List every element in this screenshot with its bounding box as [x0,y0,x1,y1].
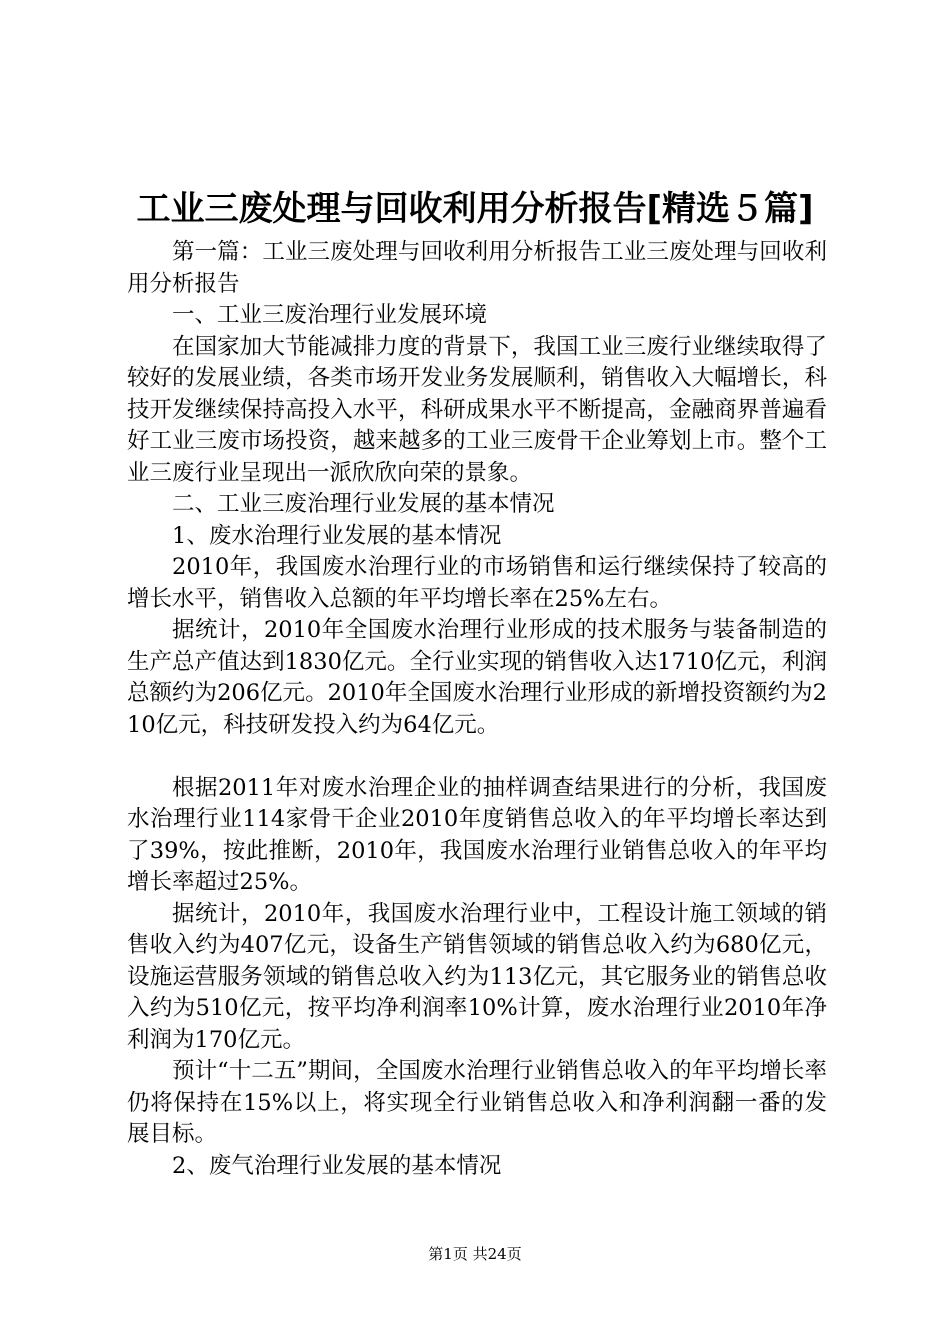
page-number-footer: 第1页 共24页 [428,1245,522,1263]
paragraph: 据统计，2010年，我国废水治理行业中，工程设计施工领域的销售收入约为407亿元，设备生产销售领域的销售总收入约为680亿元，设施运营服务领域的销售总收入约为113亿元，其它服务业的销售总收入约为510亿元，按平均净利润率10%计算，废水治理行业2010年净利润为170亿元。 [127,900,827,1053]
blank-line [127,741,827,773]
subsection-heading-2: 2、废气治理行业发展的基本情况 [172,1152,502,1179]
paragraph: 据统计，2010年全国废水治理行业形成的技术服务与装备制造的生产总产值达到1830亿元。全行业实现的销售收入达1710亿元，利润总额约为206亿元。2010年全国废水治理行业形成的新增投资额约为210亿元，科技研发投入约为64亿元。 [127,617,827,738]
paragraph: 2010年，我国废水治理行业的市场销售和运行继续保持了较高的增长水平，销售收入总额的年平均增长率在25%左右。 [127,554,827,612]
paragraph: 根据2011年对废水治理企业的抽样调查结果进行的分析，我国废水治理行业114家骨干企业2010年度销售总收入的年平均增长率达到了39%，按此推断，2010年，我国废水治理行业销售总收入的年平均增长率超过25%。 [127,774,827,895]
paragraph-chapter-heading: 第一篇：工业三废处理与回收利用分析报告工业三废处理与回收利用分析报告 [127,239,827,297]
paragraph: 在国家加大节能减排力度的背景下，我国工业三废行业继续取得了较好的发展业绩，各类市场开发业务发展顺利，销售收入大幅增长，科技开发继续保持高投入水平，科研成果水平不断提高，金融商界普遍看好工业三废市场投资，越来越多的工业三废骨干企业筹划上市。整个工业三废行业呈现出一派欣欣向荣的景象。 [127,333,827,486]
subsection-heading-1: 1、废水治理行业发展的基本情况 [172,522,502,549]
document-title: 工业三废处理与回收利用分析报告[精选５篇] [136,189,814,229]
section-heading-2: 二、工业三废治理行业发展的基本情况 [172,491,555,517]
document-body [127,237,827,1182]
paragraph: 预计“十二五”期间，全国废水治理行业销售总收入的年平均增长率仍将保持在15%以上，将实现全行业销售总收入和净利润翻一番的发展目标。 [127,1058,827,1147]
section-heading-1: 一、工业三废治理行业发展环境 [172,302,488,328]
